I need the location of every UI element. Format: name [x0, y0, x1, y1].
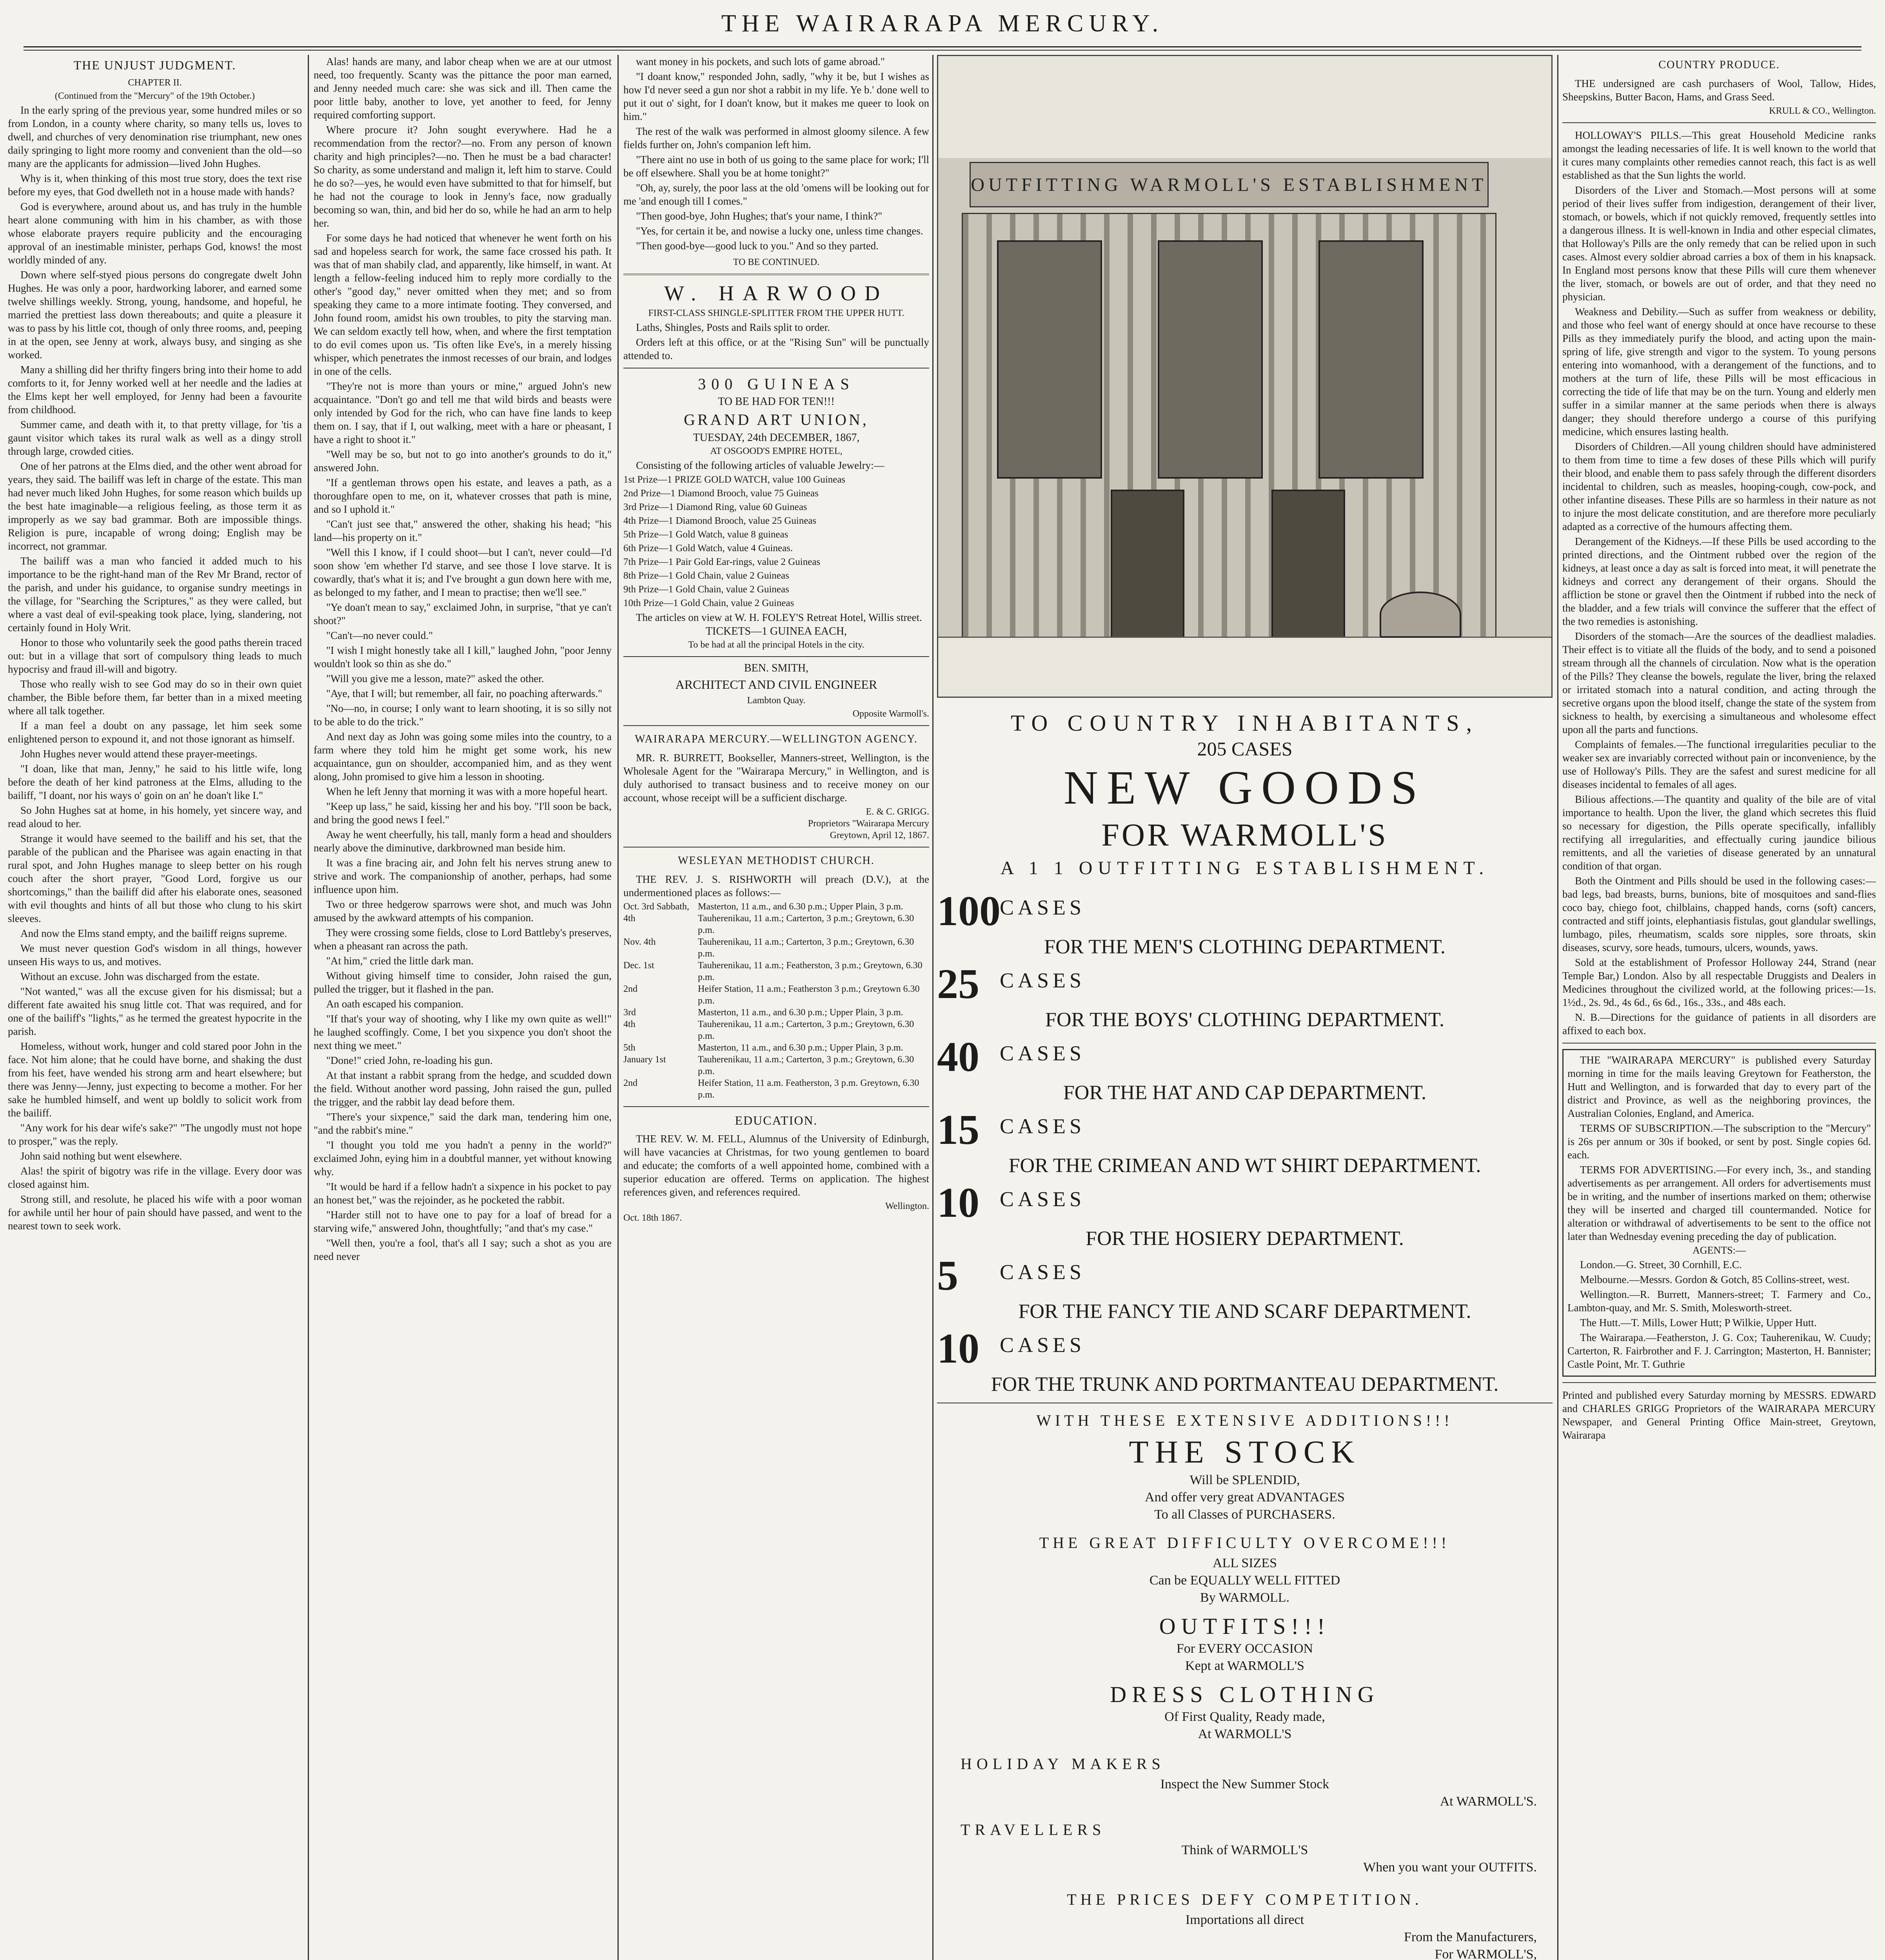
story-body-continued: [314, 55, 612, 1263]
by-warmoll: By WARMOLL.: [1200, 1590, 1289, 1605]
schedule-date: 4th: [623, 913, 636, 924]
story-paragraph: want money in his pockets, and such lots of game abroad.": [636, 56, 885, 67]
story-paragraph: God is everywhere, around about us, and has truly in the humble heart alone communing with him in his chamber, as with those whose elaborate prayers require publicity and the encouraging approval of an inestimable minister, perhaps God, knows! the most worldly minded of any.: [8, 201, 302, 266]
separator: [623, 656, 929, 657]
agent-entry: Wellington.—R. Burrett, Manners-street; T. Farmery and Co., Lambton-quay, and Mr. S. Smith, Molesworth-street.: [1567, 1289, 1871, 1314]
shop-window: [1318, 240, 1424, 479]
prize-item: 7th Prize—1 Pair Gold Ear-rings, value 2 Guineas: [623, 557, 821, 567]
story-paragraph: Two or three hedgerow sparrows were shot, and much was John amused by the awkward attempts of his companion.: [314, 898, 612, 924]
holloway-paragraph: Disorders of Children.—All young children should have administered to them from time to time a few doses of these Pills which will purify their blood, and enable them to pass safely through the different disorders incidental to children, such as measles, hooping-cough, cow-pock, and other infantine diseases. These Pills are so harmless in their nature as not to injure the most delicate constitution, and are therefore more peculiarly adapted as a corrective of the humours affecting them.: [1562, 441, 1876, 532]
department-cases: [937, 1254, 1553, 1298]
department-cases: [937, 1109, 1553, 1152]
to-be-continued: TO BE CONTINUED.: [733, 257, 820, 267]
inspect-stock: Inspect the New Summer Stock: [1160, 1777, 1329, 1791]
art-union-sub: TO BE HAD FOR TEN!!!: [718, 396, 835, 408]
for-warmoll: FOR WARMOLL'S: [1101, 817, 1388, 853]
agents-list: [1567, 1258, 1871, 1371]
holloway-paragraph: Sold at the establishment of Professor Holloway 244, Strand (near Temple Bar,) London. Also by all respectable Druggists and Dealers in Medicines throughout the civilized world, at the following prices:—1s. 1½d., 2s. 9d., 4s 6d., 6s 6d., 16s., 33s., and 48s each.: [1562, 956, 1876, 1008]
the-stock: THE STOCK: [1129, 1434, 1361, 1470]
schedule-date: January 1st: [623, 1054, 666, 1065]
harwood-ad: [623, 281, 929, 362]
department-cases: [937, 1327, 1553, 1370]
schedule-row: [623, 936, 929, 960]
story-paragraph: John said nothing but went elsewhere.: [20, 1150, 182, 1162]
a1-establishment: A 1 1 OUTFITTING ESTABLISHMENT.: [1000, 858, 1489, 878]
story-paragraph: And now the Elms stand empty, and the bailiff reigns supreme.: [20, 927, 287, 939]
case-count: 40: [937, 1034, 979, 1080]
story-paragraph: The rest of the walk was performed in almost gloomy silence. A few fields further on, John's companion left him.: [623, 125, 929, 151]
additions: WITH THESE EXTENSIVE ADDITIONS!!!: [1036, 1412, 1453, 1429]
schedule-date: 4th: [623, 1019, 636, 1029]
column-divider: [308, 55, 309, 1960]
holloway-ad: [1562, 129, 1876, 1037]
new-goods: NEW GOODS: [1063, 761, 1426, 814]
agency-notice: [623, 731, 929, 841]
harwood-line2: Orders left at this office, or at the "Rising Sun" will be punctually attended to.: [623, 336, 929, 361]
story-paragraph: "Any work for his dear wife's sake?" "The ungodly must not hope to prosper," was the reply.: [8, 1122, 302, 1147]
department-name: FOR THE FANCY TIE AND SCARF DEPARTMENT.: [1018, 1300, 1471, 1323]
art-union-venue: AT OSGOOD'S EMPIRE HOTEL,: [710, 446, 843, 456]
masthead: [0, 0, 1885, 47]
separator: [623, 847, 929, 848]
want-outfits: When you want your OUTFITS.: [1363, 1860, 1537, 1875]
schedule-places: Tauherenikau, 11 a.m.; Carterton, 3 p.m.; Greytown, 6.30 p.m.: [698, 913, 914, 935]
first-quality: Of First Quality, Ready made,: [1164, 1710, 1325, 1724]
agent-entry: The Wairarapa.—Featherston, J. G. Cox; Tauherenikau, W. Cuudy; Carterton, R. Fairbrother and F. J. Carrington; Masterton, H. Bannister; Castle Point, Mr. T. Guthrie: [1567, 1332, 1871, 1370]
prize-item: 1st Prize—1 PRIZE GOLD WATCH, value 100 Guineas: [623, 474, 846, 485]
schedule-places: Masterton, 11 a.m., and 6.30 p.m.; Upper Plain, 3 p.m.: [698, 1043, 903, 1053]
story-paragraph: "Done!" cried John, re-loading his gun.: [326, 1054, 493, 1066]
story-paragraph: Without an excuse. John was discharged from the estate.: [20, 971, 260, 982]
story-paragraph: They were crossing some fields, close to Lord Battleby's preserves, when a pheasant ran across the path.: [314, 927, 612, 952]
splendid: Will be SPLENDID,: [1189, 1473, 1300, 1487]
story-paragraph: "Harder still not to have one to pay for a loaf of bread for a starving wife," answered John, thoughtfully; "and that's my case.": [314, 1209, 612, 1234]
prize-item: 5th Prize—1 Gold Watch, value 8 guineas: [623, 529, 788, 540]
department-cases: [937, 890, 1553, 933]
story-paragraph: "Not wanted," was all the excuse given for his dismissal; but a different fate awaited his snug little cot. That was required, and for one of the bailiff's "lights," as he termed the greatest hypocrite in the parish.: [8, 985, 302, 1037]
schedule-date: 3rd: [623, 1007, 636, 1018]
story-paragraph: "No—no, in course; I only want to learn shooting, it is so silly not to be able to do the trick.": [314, 702, 612, 728]
case-count: 100: [937, 888, 1001, 935]
case-word: CASES: [1000, 1114, 1086, 1138]
case-count: 25: [937, 961, 979, 1007]
holloway-paragraph: Weakness and Debility.—Such as suffer from weakness or debility, and those who feel want of energy should at once have recourse to these Pills as they immediately purify the blood, and acting upon the main-spring of life, give strength and vigor to the system. To young persons entering into womanhood, with a derangement of the functions, and to mothers at the turn of life, these Pills will be most efficacious in correcting the tide of life that may be on the turn. Young and elderly men suffer in a similar manner at the same periods when there is always danger; they should therefore undergo a course of this purifying medicine, which ensures lasting health.: [1562, 306, 1876, 437]
story-paragraph: "I doan, like that man, Jenny," he said to his little wife, long before the death of her kind patroness at the Elms, alluding to the bailiff, "I doant, nor his ways o' goin on an' he doan't like I.": [8, 763, 302, 801]
story-paragraph: "There aint no use in both of us going to the same place for work; I'll be off elsewhere. Shall you be at home tonight?": [623, 154, 929, 179]
case-count: 15: [937, 1107, 979, 1153]
case-word: CASES: [1000, 969, 1086, 992]
story-paragraph: Summer came, and death with it, to that pretty village, for 'tis a gaunt visitor which takes its rural walk as well as a dingy stroll through large, crowded cities.: [8, 419, 302, 457]
story-paragraph: "Well this I know, if I could shoot—but I can't, never could—I'd soon show 'em whether I'd starve, and see those I love starve. It is cowardly, that's what it is; and I've brought a gun down here with me, as belonged to my father, and I mean to practise; then we'll see.": [314, 546, 612, 598]
continued-note: (Continued from the "Mercury" of the 19th October.): [54, 91, 255, 101]
department-cases: [937, 1036, 1553, 1079]
think-of: Think of WARMOLL'S: [1181, 1843, 1308, 1857]
education-place: Wellington.: [885, 1201, 929, 1211]
story-paragraph: "Yes, for certain it be, and nowise a lucky one, unless time changes.: [636, 225, 923, 237]
prize-item: 9th Prize—1 Gold Chain, value 2 Guineas: [623, 584, 789, 595]
case-count: 5: [937, 1252, 958, 1299]
smith-name: BEN. SMITH,: [744, 662, 809, 674]
wesleyan-title: WESLEYAN METHODIST CHURCH.: [678, 855, 875, 867]
prize-item: 10th Prize—1 Gold Chain, value 2 Guineas: [623, 598, 794, 608]
story-paragraph: Strong still, and resolute, he placed his wife with a poor woman for awhile until her hour of pain should have passed, and went to the nearest town to seek work.: [8, 1193, 302, 1232]
preaching-schedule: [623, 901, 929, 1101]
story-paragraph: "Can't just see that," answered the other, shaking his head; "his land—his property on it.": [314, 518, 612, 543]
story-paragraph: "There's your sixpence," said the dark man, tendering him one, "and the rabbit's mine.": [314, 1111, 612, 1136]
prize-item: 6th Prize—1 Gold Watch, value 4 Guineas.: [623, 543, 793, 554]
story-paragraph: Strange it would have seemed to the bailiff and his set, that the parable of the publican and the Pharisee was again enacting in that rural spot, and John Hughes manage to sleep better on his rough couch after the short prayer, "Good Lord, forgive us our shortcomings," than the bailiff did after his elaborate ones, seasoned with evil thoughts and hints of all but those who clung to his skirt sleeves.: [8, 833, 302, 924]
prize-item: 2nd Prize—1 Diamond Brooch, value 75 Guineas: [623, 488, 819, 499]
produce-title: COUNTRY PRODUCE.: [1658, 59, 1780, 71]
outfits: OUTFITS!!!: [1159, 1613, 1331, 1639]
holloway-paragraph: Both the Ointment and Pills should be used in the following cases:—bad legs, bad breasts, burns, bunions, bite of mosquitoes and sand-flies coco bay, chiego foot, chilblains, chapped hands, corns (soft) cancers, contracted and stiff joints, elephantiasis fistulas, gout glandular swellings, lumbago, piles, rheumatism, scalds sore nipples, sore throats, skin diseases, scurvy, sore heads, tumours, ulcers, wounds, yaws.: [1562, 875, 1876, 953]
story-paragraph: Why is it, when thinking of this most true story, does the text rise before my eyes, that God dwelleth not in a house made with hands?: [8, 172, 302, 198]
cases-count: 205 CASES: [1197, 738, 1293, 760]
department-name: FOR THE MEN'S CLOTHING DEPARTMENT.: [1044, 936, 1446, 958]
produce-body: THE undersigned are cash purchasers of Wool, Tallow, Hides, Sheepskins, Butter Bacon, Hams, and Grass Seed.: [1562, 78, 1876, 103]
schedule-date: 2nd: [623, 984, 637, 994]
schedule-row: [623, 913, 929, 936]
dress-clothing: DRESS CLOTHING: [1110, 1682, 1380, 1707]
at-warmoll-2: At WARMOLL'S.: [1440, 1794, 1537, 1809]
smith-ad: [623, 662, 929, 720]
story-paragraph: It was a fine bracing air, and John felt his nerves strung anew to strive and work. The companionship of another, perhaps, had some influence upon him.: [314, 857, 612, 895]
story-paragraph: At that instant a rabbit sprang from the hedge, and scudded down the field. Without another word passing, John raised the gun, pulled the trigger, and the rabbit lay dead before them.: [314, 1069, 612, 1108]
story-paragraph: "I doant know," responded John, sadly, "why it be, but I wishes as how I'd never seed a gun nor shot a rabbit in my life. Ye b.' done well to put it out o' sight, for I doan't know, but it makes me queer to look on him.": [623, 71, 929, 122]
story-paragraph: Without giving himself time to consider, John raised the gun, pulled the trigger, but it flashed in the pan.: [314, 970, 612, 995]
story-paragraph: Where procure it? John sought everywhere. Had he a recommendation from the rector?—no. From any person of known charity and high principles?—no. Then he must be a bad character! So charity, as some understand and malign it, left him to starve. Could he do so?—yes, he would even have submitted to that for himself, but he had not the courage to look in Jenny's face, now gradually becoming so wan, thin, and bid her do so, while he had an arm to help her.: [314, 124, 612, 229]
story-paragraph: In the early spring of the previous year, some hundred miles or so from London, in a county where charity, so many tells us, loves to dwell, and churches of very denomination rise triumphant, new ones daily springing to light more roomy and convenient than the old—so many are the applicants for admission—lived John Hughes.: [8, 104, 302, 169]
story-paragraph: "They're not is more than yours or mine," argued John's new acquaintance. "Don't go and tell me that wild birds and beasts were only intended by God for the rich, who can have fine lands to keep them on. I say, that if I, out walking, meet with a hare or pheasant, I have a right to shoot it.": [314, 380, 612, 445]
art-union-headline: 300 GUINEAS: [698, 375, 855, 393]
produce-sig: KRULL & CO., Wellington.: [1769, 106, 1876, 116]
for-warmolls: For WARMOLL'S,: [1435, 1947, 1537, 1960]
story-paragraph: "Can't—no never could.": [326, 630, 433, 641]
agency-sig3: Greytown, April 12, 1867.: [830, 830, 929, 840]
prize-item: 4th Prize—1 Diamond Brooch, value 25 Guineas: [623, 515, 817, 526]
story-paragraph: One of her patrons at the Elms died, and the other went abroad for years, they said. The bailiff was left in charge of the estate. This man had never much liked John Hughes, for some reason which builds up the best hate imaginable—a religious feeling, as those term it as improperly as we say bad grammar. Both are impossible things. Religion is pure, incapable of wrong doing; English may be incorrect, not grammar.: [8, 460, 302, 552]
smith-addr1: Lambton Quay.: [747, 695, 806, 706]
story-paragraph: "I thought you told me you hadn't a penny in the world?" exclaimed John, eying him in a doubtful manner, yet without knowing why.: [314, 1139, 612, 1178]
case-count: 10: [937, 1325, 979, 1372]
all-sizes: ALL SIZES: [1212, 1556, 1277, 1570]
advantages: And offer very great ADVANTAGES: [1145, 1490, 1345, 1504]
case-word: CASES: [1000, 1187, 1086, 1211]
at-warmoll: At WARMOLL'S: [1198, 1727, 1292, 1741]
story-paragraph: "If a gentleman throws open his estate, and leaves a path, as a thoroughfare open to me, on it, whatever crosses that path is mine, and so I uphold it.": [314, 477, 612, 515]
terms-paragraph: THE "WAIRARAPA MERCURY" is published every Saturday morning in time for the mails leaving Greytown for Featherston, the Hutt and Wellington, and is forwarded that day to every part of the district and Province, as well as the neighboring provinces, the Australian Colonies, England, and America.: [1567, 1054, 1871, 1119]
department-name: FOR THE BOYS' CLOTHING DEPARTMENT.: [1045, 1009, 1444, 1031]
shop-window: [997, 240, 1102, 479]
schedule-places: Heifer Station, 11 a.m. Featherston, 3 p.m. Greytown, 6.30 p.m.: [698, 1078, 919, 1100]
purchasers: To all Classes of PURCHASERS.: [1154, 1507, 1335, 1522]
schedule-row: [623, 1042, 929, 1054]
chapter-heading: CHAPTER II.: [128, 78, 182, 88]
schedule-row: [623, 960, 929, 983]
schedule-places: Tauherenikau, 11 a.m.; Carterton, 3 p.m.; Greytown, 6.30 p.m.: [698, 1054, 914, 1076]
separator: [623, 725, 929, 726]
story-paragraph: "It would be hard if a fellow hadn't a sixpence in his pocket to pay an honest bet," was the rejoinder, as he pocketed the rabbit.: [314, 1181, 612, 1206]
story-paragraph: "Will you give me a lesson, mate?" asked the other.: [326, 673, 544, 684]
story-paragraph: And next day as John was going some miles into the country, to a farm where they told him he might get some work, his new acquaintance, gun on shoulder, accompanied him, and as they went along, John promised to give him a lesson in shooting.: [314, 731, 612, 782]
holloway-paragraph: Derangement of the Kidneys.—If these Pills be used according to the printed directions, and the Ointment rubbed over the region of the kidneys, at least once a day as salt is forced into meat, it will penetrate the kidneys and correct any derangement of their organs. Should the affliction be stone or gravel then the Ointment if rubbed into the neck of the bladder, and a few trials will convince the sufferer that the effect of the two remedies is astonishing.: [1562, 535, 1876, 627]
harwood-name: W. HARWOOD: [664, 281, 888, 305]
schedule-places: Tauherenikau, 11 a.m.; Carterton, 3 p.m.; Greytown, 6.30 p.m.: [698, 1019, 914, 1041]
art-union-view: The articles on view at W. H. FOLEY'S Retreat Hotel, Willis street.: [636, 612, 922, 623]
wesleyan-methodist: [623, 853, 929, 1101]
case-word: CASES: [1000, 1260, 1086, 1284]
illustration-sky: [938, 56, 1551, 158]
shop-window: [1158, 240, 1263, 479]
story-paragraph: Alas! hands are many, and labor cheap when we are at our utmost need, too frequently. Scanty was the pittance the poor man earned, and Jenny needed much care: she was sick and ill. Then came the poor little baby, another to love, yet another to feed, for Jenny required comforting support.: [314, 56, 612, 121]
separator: [623, 1106, 929, 1107]
agency-sig2: Proprietors "Wairarapa Mercury: [808, 818, 929, 829]
agency-body: MR. R. BURRETT, Bookseller, Manners-street, Wellington, is the Wholesale Agent for the "Wairarapa Mercury," in Wellington, and is duly authorised to transact business and to receive money on our account, whose receipt will be a sufficient discharge.: [623, 752, 929, 804]
column-divider: [932, 55, 933, 1960]
agency-sig1: E. & C. GRIGG.: [866, 807, 929, 817]
schedule-places: Masterton, 11 a.m., and 6.30 p.m.; Upper Plain, 3 p.m.: [698, 902, 903, 912]
separator: [623, 274, 929, 275]
separator: [1562, 1043, 1876, 1044]
department-name: FOR THE CRIMEAN AND WT SHIRT DEPARTMENT.: [1008, 1154, 1481, 1177]
schedule-row: [623, 1054, 929, 1077]
story-paragraph: "Oh, ay, surely, the poor lass at the old 'omens will be looking out for me 'and enough till I comes.": [623, 182, 929, 207]
kept-at: Kept at WARMOLL'S: [1185, 1659, 1304, 1673]
story-paragraph: "Keep up lass," he said, kissing her and his boy. "I'll soon be back, and bring the good news I feel.": [314, 800, 612, 826]
story-paragraph: Alas! the spirit of bigotry was rife in the village. Every door was closed against him.: [8, 1165, 302, 1190]
story-paragraph: For some days he had noticed that whenever he went forth on his sad and hopeless search for work, the same face crossed his path. It was that of man shabily clad, and apparently, like himself, in want. At length a fellow-feeling induced him to reply more cordially to the other's "good day," never omitted when they met; and so from speaking they came to a more intimate footing. They conversed, and John found room, amidst his own troubles, to pity the starving man. We can seldom exactly tell how, when, and where the first temptation to do evil comes upon us. 'Tis often like Eve's, in a merely hissing whisper, which penetrates the inmost recesses of our brain, and lodges in one of the cells.: [314, 232, 612, 377]
case-word: CASES: [1000, 1042, 1086, 1065]
story-paragraph: John Hughes never would attend these prayer-meetings.: [20, 748, 258, 760]
story-paragraph: "Then good-bye, John Hughes; that's your name, I think?": [636, 210, 883, 222]
schedule-date: 2nd: [623, 1078, 637, 1088]
story-paragraph: An oath escaped his companion.: [326, 998, 464, 1010]
story-paragraph: When he left Jenny that morning it was with a more hopeful heart.: [326, 786, 608, 797]
department-cases: [937, 1181, 1553, 1225]
separator: [1562, 1382, 1876, 1383]
schedule-places: Heifer Station, 11 a.m.; Featherston 3 p.m.; Greytown 6.30 p.m.: [698, 984, 920, 1006]
smith-title: ARCHITECT AND CIVIL ENGINEER: [675, 677, 877, 691]
holloway-paragraph: Disorders of the Liver and Stomach.—Most persons will at some period of their lives suffer from indigestion, derangement of their liver, stomach, or bowels, which if not quickly removed, frequently settles into a dangerous illness. It is well-known in India and other especial climates, that Holloway's Pills are the only remedy that can be relied upon in such cases. Almost every soldier abroad carries a box of them in his knapsack. In England most persons know that these Pills will cure them whenever the liver, stomach, or bowels are out of order, and that they need no physician.: [1562, 184, 1876, 303]
schedule-date: Dec. 1st: [623, 960, 654, 971]
country-heading: TO COUNTRY INHABITANTS,: [1011, 710, 1479, 736]
case-count: 10: [937, 1180, 979, 1226]
agent-entry: Melbourne.—Messrs. Gordon & Gotch, 85 Collins-street, west.: [1580, 1274, 1850, 1285]
harwood-tagline: FIRST-CLASS SHINGLE-SPLITTER FROM THE UPPER HUTT.: [648, 308, 904, 318]
mercury-terms-box: [1562, 1049, 1876, 1377]
story-paragraph: The bailiff was a man who fancied it added much to his importance to be the right-hand man of the Rev Mr Brand, rector of the parish, and under his guidance, to organise sundry meetings in the village, for "Searching the Scriptures," as they were called, but where a vast deal of evil-speaking took place, lying, slandering, not certainly found in Holy Writ.: [8, 555, 302, 633]
department-name: FOR THE TRUNK AND PORTMANTEAU DEPARTMENT.: [991, 1373, 1499, 1396]
story-paragraph: We must never question God's wisdom in all things, however unseen His ways to us, and motives.: [8, 942, 302, 967]
prize-item: 8th Prize—1 Gold Chain, value 2 Guineas: [623, 570, 789, 581]
department-list: [937, 890, 1553, 1397]
story-paragraph: Many a shilling did her thrifty fingers bring into their home to add comforts to it, for Jenny worked well at her needle and the ladies at the Elms kept her well employed, for Jenny had been a favourite from childhood.: [8, 364, 302, 416]
story-paragraph: "Ye doan't mean to say," exclaimed John, in surprise, "that ye can't shoot?": [314, 601, 612, 626]
holloway-paragraph: Disorders of the stomach—Are the sources of the deadliest maladies. Their effect is to vitiate all the fluids of the body, and to send a poisoned stream through all the channels of circulation. Now what is the operation of the Pills? They cleanse the bowels, regulate the liver, bring the relaxed or irritated stomach into a natural condition, and acting through the secretive organs upon the blood itself, change the state of the system from sickness to health, by exercising a simultaneous and wholesome effect upon all the parts and functions.: [1562, 630, 1876, 735]
imprint: Printed and published every Saturday morning by MESSRS. EDWARD and CHARLES GRIGG Proprietors of the WAIRARAPA MERCURY Newspaper, and General Printing Office Main-street, Greytown, Wairarapa: [1562, 1389, 1876, 1441]
education-ad: [623, 1112, 929, 1224]
story-paragraph: "Aye, that I will; but remember, all fair, no poaching afterwards.": [326, 688, 603, 699]
department-cases: [937, 963, 1553, 1006]
holloway-paragraph: Complaints of females.—The functional irregularities peculiar to the weaker sex are invariably corrected without pain or inconvenience, by the use of Holloway's Pills. They are the safest and surest medicine for all diseases incidental to females of all ages.: [1562, 739, 1876, 790]
story-paragraph: Honor to those who voluntarily seek the good paths therein traced out: but in a village that sort of compulsory thing leads to much hypocrisy and fraud ill-will and bigotry.: [8, 637, 302, 675]
education-body: THE REV. W. M. FELL, Alumnus of the University of Edinburgh, will have vacancies at Christmas, for two young gentlemen to board and educate; the comforts of a well appointed home, combined with a superior education are offered. Terms on application. The highest references given, and references required.: [623, 1133, 929, 1198]
art-union-consisting: Consisting of the following articles of valuable Jewelry:—: [636, 459, 884, 471]
schedule-row: [623, 1077, 929, 1101]
every-occasion: For EVERY OCCASION: [1176, 1641, 1313, 1656]
harwood-line1: Laths, Shingles, Posts and Rails split to order.: [636, 321, 830, 333]
agent-entry: London.—G. Street, 30 Cornhill, E.C.: [1580, 1259, 1742, 1270]
shopfront-sign: OUTFITTING WARMOLL'S ESTABLISHMENT: [970, 162, 1489, 207]
art-union-draw: To be had at all the principal Hotels in the city.: [688, 640, 864, 650]
wesleyan-intro: THE REV. J. S. RISHWORTH will preach (D.V.), at the undermentioned places as follows:—: [623, 873, 929, 898]
story-paragraph: Away he went cheerfully, his tall, manly form a head and shoulders nearly above the diminutive, darkbrowned man beside him.: [314, 829, 612, 854]
schedule-row: [623, 1018, 929, 1042]
schedule-places: Tauherenikau, 11 a.m.; Carterton, 3 p.m.; Greytown, 6.30 p.m.: [698, 937, 914, 959]
schedule-date: Nov. 4th: [623, 937, 656, 947]
separator: [1562, 122, 1876, 123]
carriage-icon: [1380, 592, 1461, 638]
column-story: [8, 55, 302, 1960]
education-title: EDUCATION.: [735, 1113, 818, 1127]
story-title: THE UNJUST JUDGMENT.: [73, 58, 236, 72]
column-divider: [617, 55, 619, 1960]
prize-item: 3rd Prize—1 Diamond Ring, value 60 Guineas: [623, 502, 807, 512]
holloway-paragraph: N. B.—Directions for the guidance of patients in all disorders are affixed to each box.: [1562, 1011, 1876, 1036]
column-warmoll-ad: [937, 55, 1553, 1960]
terms-paragraph: TERMS OF SUBSCRIPTION.—The subscription to the "Mercury" is 26s per annum or 30s if booked, or sent by post. Single copies 6d. each.: [1567, 1122, 1871, 1161]
story-paragraph: So John Hughes sat at home, in his homely, yet sincere way, and read aloud to her.: [8, 804, 302, 829]
case-word: CASES: [1000, 896, 1086, 919]
masthead-title: THE WAIRARAPA MERCURY.: [721, 10, 1164, 37]
story-paragraph: "At him," cried the little dark man.: [326, 955, 474, 967]
story-paragraph: Down where self-styed pious persons do congregate dwelt John Hughes. He was only a poor, hardworking laborer, and earned some twelve shillings weekly. Strong, young, handsome, and hopeful, he married the prettiest lass down thereabouts; and quite a pleasure it was to pass by his little cot, though of only three rooms, and, peeping in at the open, see Jenny at work, always busy, and singing as she worked.: [8, 269, 302, 361]
schedule-places: Masterton, 11 a.m., and 6.30 p.m.; Upper Plain, 3 p.m.: [698, 1007, 903, 1018]
schedule-row: [623, 1007, 929, 1018]
story-paragraph: "I wish I might honestly take all I kill," laughed John, "poor Jenny wouldn't look so thin as she do.": [314, 644, 612, 670]
holiday-makers: HOLIDAY MAKERS: [961, 1755, 1165, 1773]
masthead-rule: [24, 46, 1861, 51]
education-date: Oct. 18th 1867.: [623, 1213, 682, 1223]
travellers: TRAVELLERS: [961, 1821, 1106, 1838]
art-union-title: GRAND ART UNION,: [684, 411, 869, 428]
agent-entry: The Hutt.—T. Mills, Lower Hutt; P Wilkie, Upper Hutt.: [1580, 1317, 1817, 1328]
column-story-continued: [314, 55, 612, 1960]
art-union-date: TUESDAY, 24th DECEMBER, 1867,: [693, 432, 860, 444]
agents-title: AGENTS:—: [1693, 1245, 1746, 1256]
story-paragraph: Those who really wish to see God may do so in their own quiet chamber, the Bible before them, far better than in a mixed meeting where all talk together.: [8, 678, 302, 717]
column-notices: [623, 55, 929, 1960]
story-body: [8, 103, 302, 1232]
prize-list: [623, 474, 929, 609]
schedule-date: 5th: [623, 1043, 636, 1053]
case-word: CASES: [1000, 1333, 1086, 1357]
schedule-row: [623, 901, 929, 913]
story-paragraph: "If that's your way of shooting, why I like my own quite as well!" he laughed scoffingly. Come, I bet you sixpence you don't shoot the next thing we meet.": [314, 1013, 612, 1051]
column-right: [1562, 55, 1876, 1960]
story-paragraph: "Well may be so, but not to go into another's grounds to do it," answered John.: [314, 448, 612, 474]
art-union-tickets: TICKETS—1 GUINEA EACH,: [705, 625, 847, 637]
mercury-terms: [1567, 1053, 1871, 1243]
column-divider: [1557, 55, 1558, 1960]
story-paragraph: "Then good-bye—good luck to you." And so they parted.: [636, 240, 879, 252]
story-paragraph: "Well then, you're a fool, that's all I say; such a shot as you are need never: [314, 1237, 612, 1262]
holloway-paragraph: Bilious affections.—The quantity and quality of the bile are of vital importance to health. Upon the liver, the gland which secretes this fluid so necessary for digestion, the Pills operate specifically, infallibly rectifying all irregularities, and effectually curing jaundice bilious remittents, and all the varieties of disease generated by an unnatural condition of that organ.: [1562, 793, 1876, 872]
smith-addr2: Opposite Warmoll's.: [852, 709, 929, 719]
story-end: [623, 55, 929, 252]
story-paragraph: If a man feel a doubt on any passage, let him seek some enlightened person to expound it, and not those ignorant as himself.: [8, 720, 302, 745]
department-name: FOR THE HAT AND CAP DEPARTMENT.: [1063, 1082, 1427, 1104]
from-manufacturers: From the Manufacturers,: [1404, 1930, 1537, 1944]
difficulty: THE GREAT DIFFICULTY OVERCOME!!!: [1039, 1534, 1451, 1552]
agency-title: WAIRARAPA MERCURY.—WELLINGTON AGENCY.: [635, 733, 918, 745]
schedule-date: Oct. 3rd Sabbath,: [623, 902, 689, 912]
schedule-row: [623, 983, 929, 1007]
importations: Importations all direct: [1185, 1913, 1304, 1927]
terms-paragraph: TERMS FOR ADVERTISING.—For every inch, 3s., and standing advertisements as per arrangement. All orders for advertisements must be in writing, and the number of insertions marked on them; otherwise they will be inserted and charged till countermanded. Notice for alteration or withdrawal of advertisements to be sent to the office not later than Wednesday evening preceding the day of publication.: [1567, 1164, 1871, 1242]
department-name: FOR THE HOSIERY DEPARTMENT.: [1086, 1227, 1404, 1250]
holloway-paragraph: HOLLOWAY'S PILLS.—This great Household Medicine ranks amongst the leading necessaries of life. It is well known to the world that it cures many complaints other remedies cannot reach, this fact is as well established as that the Sun lights the world.: [1562, 129, 1876, 181]
prices-defy: THE PRICES DEFY COMPETITION.: [1067, 1891, 1423, 1908]
well-fitted: Can be EQUALLY WELL FITTED: [1149, 1573, 1340, 1588]
art-union-ad: [623, 374, 929, 651]
street: [938, 637, 1551, 697]
shopfront-illustration: [937, 55, 1553, 698]
schedule-places: Tauherenikau, 11 a.m.; Featherston, 3 p.m.; Greytown, 6.30 p.m.: [698, 960, 923, 982]
story-paragraph: Homeless, without work, hunger and cold stared poor John in the face. Not him alone; that he could have borne, and shaking the dust from his feet, have wended his strong arm and heart elsewhere; but there was Jenny—Jenny, just expecting to become a mother. For her sake he humbled himself, and went up boldly to solicit work from the bailiff.: [8, 1040, 302, 1119]
